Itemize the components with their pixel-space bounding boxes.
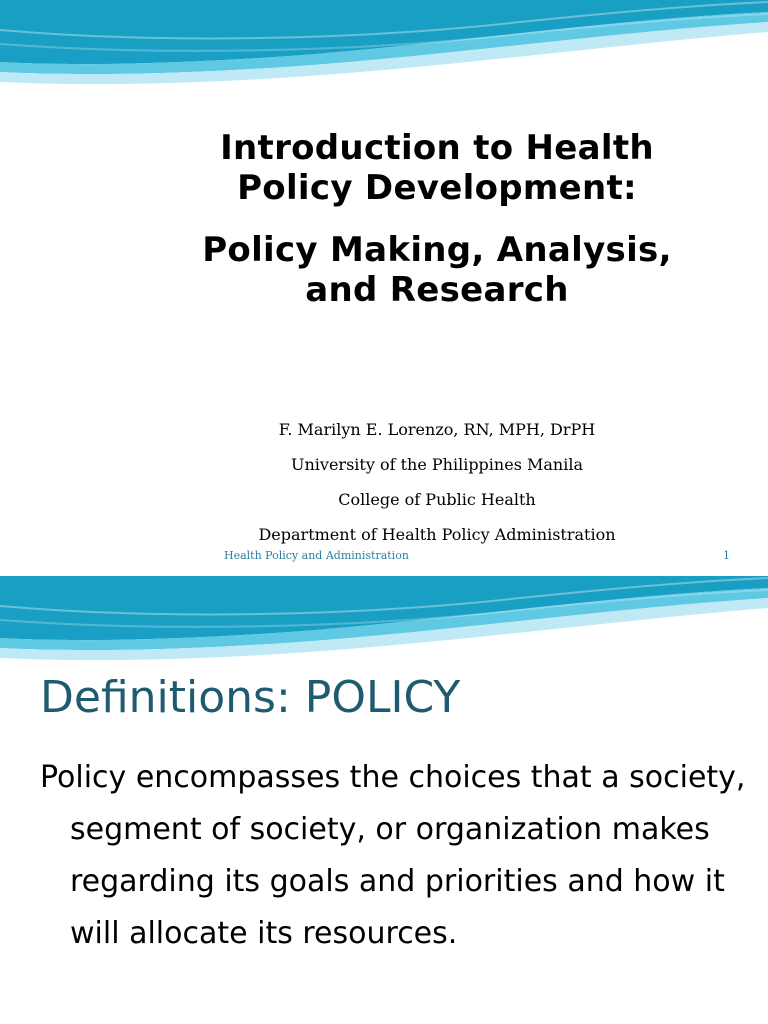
slide-title: Definitions: POLICY bbox=[40, 672, 461, 723]
title-line: Introduction to Health bbox=[220, 128, 654, 168]
slide-page-number: 1 bbox=[723, 549, 730, 562]
definition-text: Policy encompasses the choices that a society, segment of society, or organization makes regarding its goals and priorities and how it will allocate its resources. bbox=[40, 760, 746, 951]
title-line: Policy Development: bbox=[237, 168, 637, 208]
university: University of the Philippines Manila bbox=[291, 455, 583, 474]
slide-title bbox=[150, 128, 724, 310]
wave-header-decoration bbox=[0, 576, 768, 666]
subtitle-line: and Research bbox=[305, 270, 569, 310]
author-name: F. Marilyn E. Lorenzo, RN, MPH, DrPH bbox=[278, 420, 596, 439]
wave-header-decoration bbox=[0, 0, 768, 90]
department: Department of Health Policy Administration bbox=[258, 525, 616, 544]
slide-2 bbox=[0, 576, 768, 1024]
college: College of Public Health bbox=[338, 490, 536, 509]
slide-footer-text: Health Policy and Administration bbox=[224, 549, 409, 562]
author-block bbox=[210, 412, 664, 552]
title-gap bbox=[150, 208, 724, 230]
subtitle-line: Policy Making, Analysis, bbox=[202, 230, 672, 270]
